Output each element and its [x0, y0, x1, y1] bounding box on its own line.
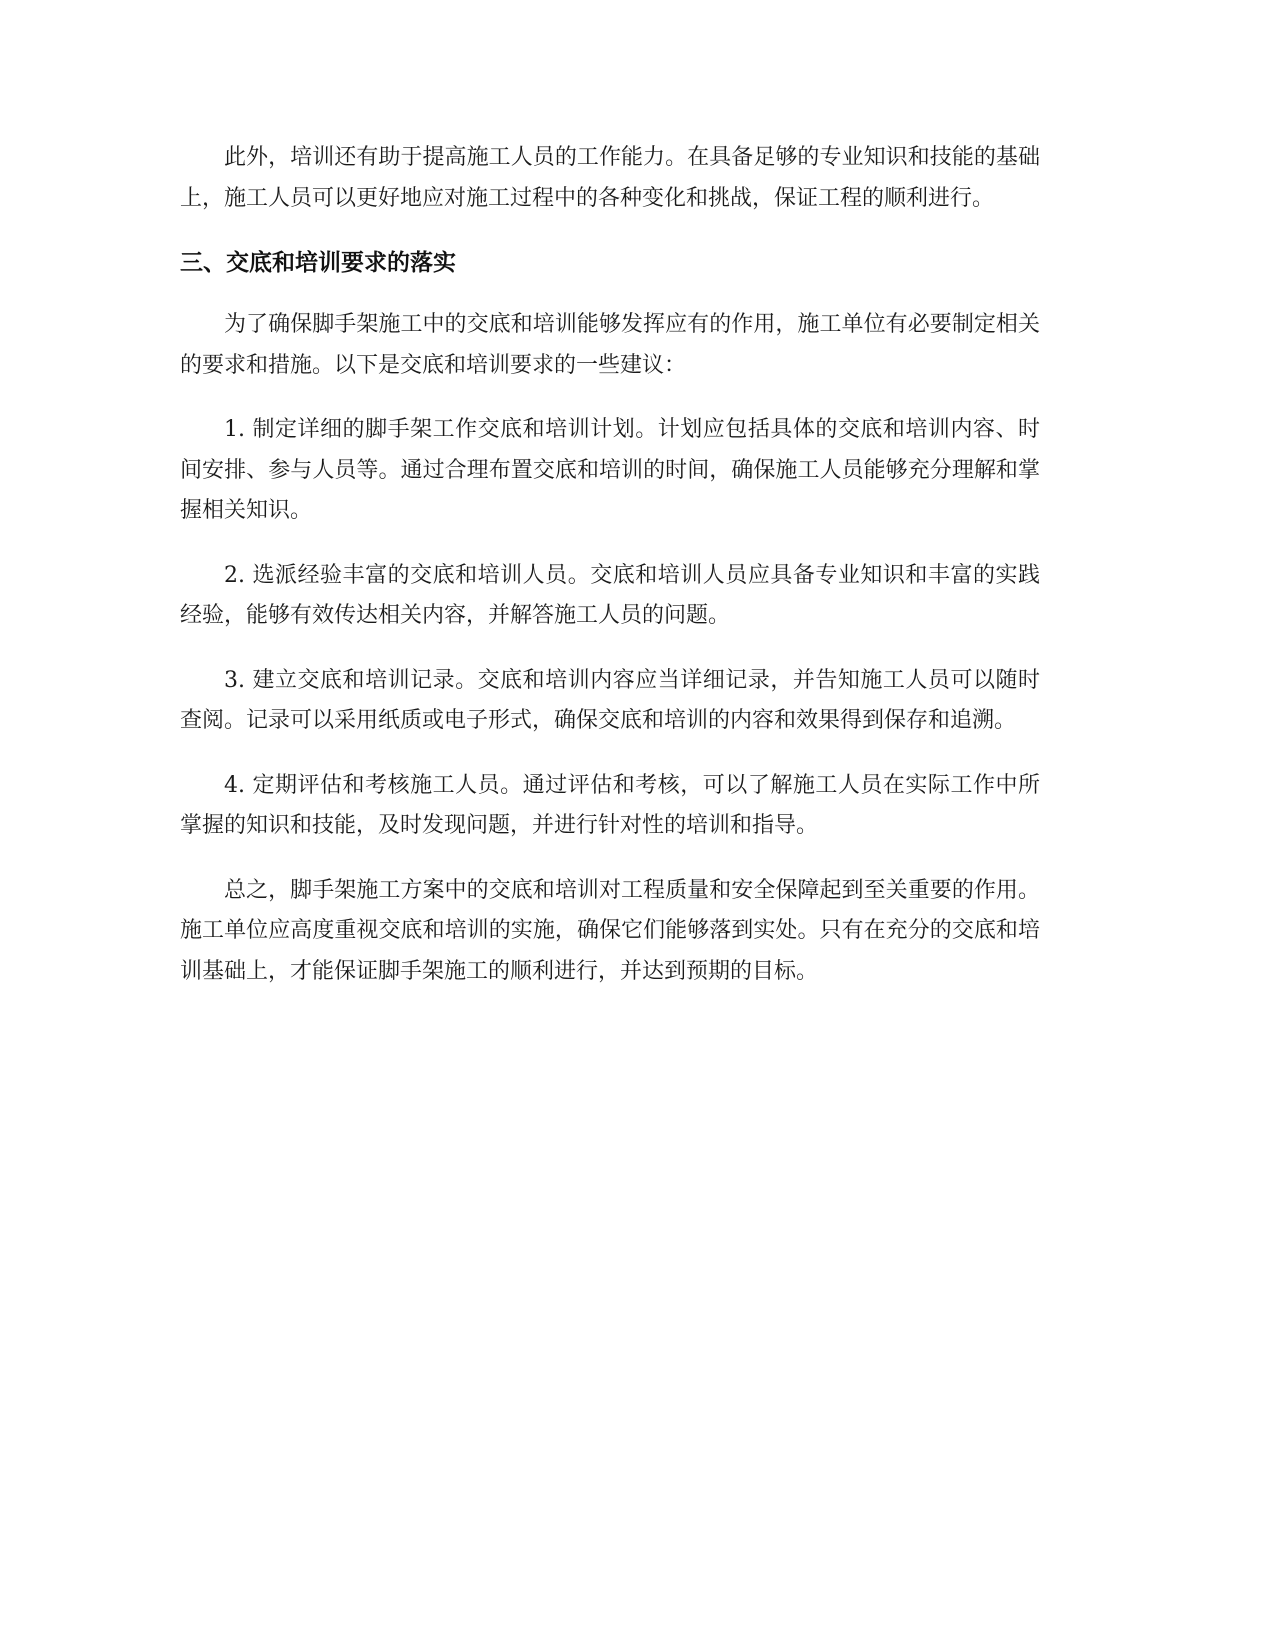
paragraph-training-ability: 此外，培训还有助于提高施工人员的工作能力。在具备足够的专业知识和技能的基础上，施工人员可以更好地应对施工过程中的各种变化和挑战，保证工程的顺利进行。 — [180, 145, 1040, 211]
list-item-records: 3. 建立交底和培训记录。交底和培训内容应当详细记录，并告知施工人员可以随时查阅。记录可以采用纸质或电子形式，确保交底和培训的内容和效果得到保存和追溯。 — [180, 667, 1040, 733]
list-item-plan: 1. 制定详细的脚手架工作交底和培训计划。计划应包括具体的交底和培训内容、时间安排、参与人员等。通过合理布置交底和培训的时间，确保施工人员能够充分理解和掌握相关知识。 — [180, 417, 1040, 523]
list-item-assessment: 4. 定期评估和考核施工人员。通过评估和考核，可以了解施工人员在实际工作中所掌握的知识和技能，及时发现问题，并进行针对性的培训和指导。 — [180, 772, 1040, 838]
document-page — [180, 138, 1040, 1016]
section-conclusion: 总之，脚手架施工方案中的交底和培训对工程质量和安全保障起到至关重要的作用。施工单位应高度重视交底和培训的实施，确保它们能够落到实处。只有在充分的交底和培训基础上，才能保证脚手架施工的顺利进行，并达到预期的目标。 — [180, 877, 1040, 984]
section-heading: 三、交底和培训要求的落实 — [180, 250, 456, 276]
section-intro: 为了确保脚手架施工中的交底和培训能够发挥应有的作用，施工单位有必要制定相关的要求和措施。以下是交底和培训要求的一些建议： — [180, 312, 1040, 378]
list-item-trainers: 2. 选派经验丰富的交底和培训人员。交底和培训人员应具备专业知识和丰富的实践经验，能够有效传达相关内容，并解答施工人员的问题。 — [180, 562, 1040, 628]
